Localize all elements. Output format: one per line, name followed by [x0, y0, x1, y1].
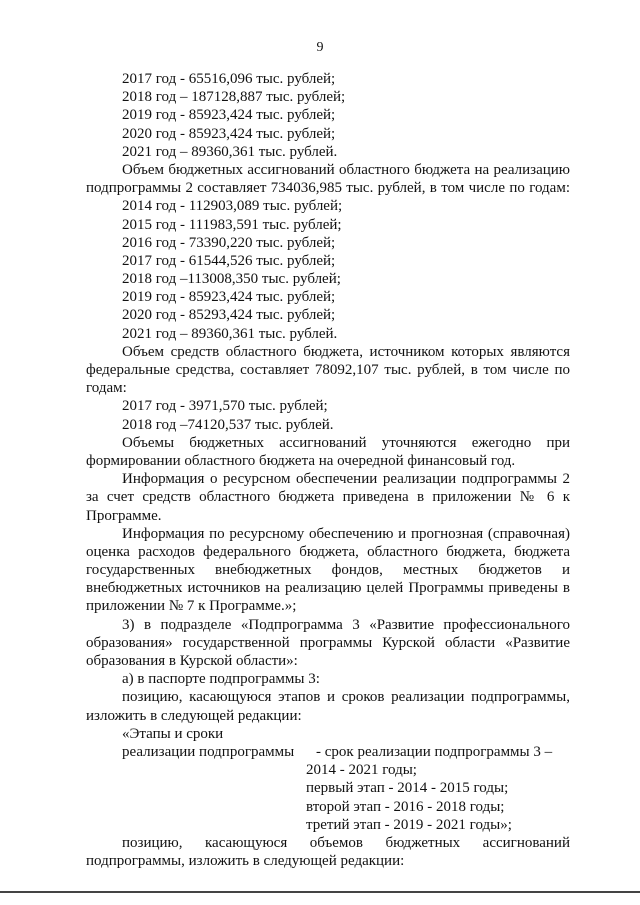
- text-line: 2019 год - 85923,424 тыс. рублей;: [122, 289, 336, 306]
- text-line: образования» государственной программы Курской области «Развитие: [86, 634, 570, 651]
- text-line: Объемы бюджетных ассигнований уточняются ежегодно при: [122, 434, 570, 451]
- text-line: Объем средств областного бюджета, источником которых являются: [122, 343, 570, 360]
- text-line: федеральные средства, составляет 78092,107 тыс. рублей, в том числе по: [86, 362, 570, 378]
- text-line: 2017 год - 3971,570 тыс. рублей;: [122, 398, 328, 415]
- passport-label: реализации подпрограммы: [122, 743, 295, 760]
- passport-continuation-line: 2014 - 2021 годы;: [306, 762, 417, 779]
- text-line: 2017 год - 65516,096 тыс. рублей;: [122, 71, 336, 87]
- bottom-scan-edge: [0, 891, 640, 893]
- paragraph-block: [86, 70, 570, 743]
- text-line: внебюджетных источников на реализацию целей Программы приведены в: [86, 580, 570, 597]
- text-line: Объем бюджетных ассигнований областного бюджета на реализацию: [122, 161, 570, 178]
- text-line: позицию, касающуюся этапов и сроков реализации подпрограммы,: [122, 689, 570, 706]
- text-line: 2020 год - 85923,424 тыс. рублей;: [122, 125, 336, 142]
- text-line: оценка расходов федерального бюджета, областного бюджета, бюджета: [86, 543, 570, 560]
- paragraph-block: [86, 834, 570, 870]
- passport-continuation-line: первый этап - 2014 - 2015 годы;: [306, 780, 509, 797]
- text-line: 2017 год - 61544,526 тыс. рублей;: [122, 252, 336, 269]
- passport-value: - срок реализации подпрограммы 3 –: [316, 743, 553, 760]
- text-line: 2019 год - 85923,424 тыс. рублей;: [122, 107, 336, 124]
- text-line: 2021 год – 89360,361 тыс. рублей.: [122, 325, 338, 342]
- text-line: «Этапы и сроки: [122, 725, 224, 742]
- text-line: 2018 год –74120,537 тыс. рублей.: [122, 416, 334, 433]
- text-line: образования в Курской области»:: [86, 653, 298, 669]
- passport-row: [86, 743, 570, 761]
- text-line: годам:: [86, 380, 127, 397]
- text-line: 2021 год – 89360,361 тыс. рублей.: [122, 143, 338, 160]
- text-line: Информация по ресурсному обеспечению и прогнозная (справочная): [122, 525, 570, 542]
- passport-continuation-line: третий этап - 2019 - 2021 годы»;: [306, 816, 512, 833]
- text-line: 3) в подразделе «Подпрограмма 3 «Развитие профессионального: [122, 616, 570, 633]
- text-line: позицию, касающуюся объемов бюджетных ассигнований: [122, 834, 570, 851]
- text-line: а) в паспорте подпрограммы 3:: [122, 671, 320, 688]
- text-line: приложении № 7 к Программе.»;: [86, 598, 297, 615]
- text-line: изложить в следующей редакции:: [86, 707, 302, 724]
- document-body: [86, 70, 570, 870]
- text-line: 2016 год - 73390,220 тыс. рублей;: [122, 234, 336, 251]
- text-line: формировании областного бюджета на очередной финансовый год.: [86, 452, 516, 469]
- text-line: 2015 год - 111983,591 тыс. рублей;: [122, 216, 342, 233]
- text-line: подпрограммы 2 составляет 734036,985 тыс. рублей, в том числе по годам:: [86, 180, 570, 197]
- passport-continuation-line: второй этап - 2016 - 2018 годы;: [306, 798, 505, 815]
- text-line: 2014 год - 112903,089 тыс. рублей;: [122, 198, 343, 215]
- page-number: 9: [316, 40, 324, 55]
- text-line: за счет средств областного бюджета приведена в приложении № 6 к: [86, 489, 570, 506]
- text-line: государственных внебюджетных фондов, местных бюджетов и: [86, 562, 570, 579]
- text-line: подпрограммы, изложить в следующей редакции:: [86, 853, 405, 870]
- text-line: 2020 год - 85293,424 тыс. рублей;: [122, 307, 336, 324]
- text-line: Программе.: [86, 507, 162, 524]
- text-line: Информация о ресурсном обеспечении реализации подпрограммы 2: [122, 471, 570, 488]
- text-line: 2018 год – 187128,887 тыс. рублей;: [122, 89, 346, 106]
- text-line: 2018 год –113008,350 тыс. рублей;: [122, 271, 341, 288]
